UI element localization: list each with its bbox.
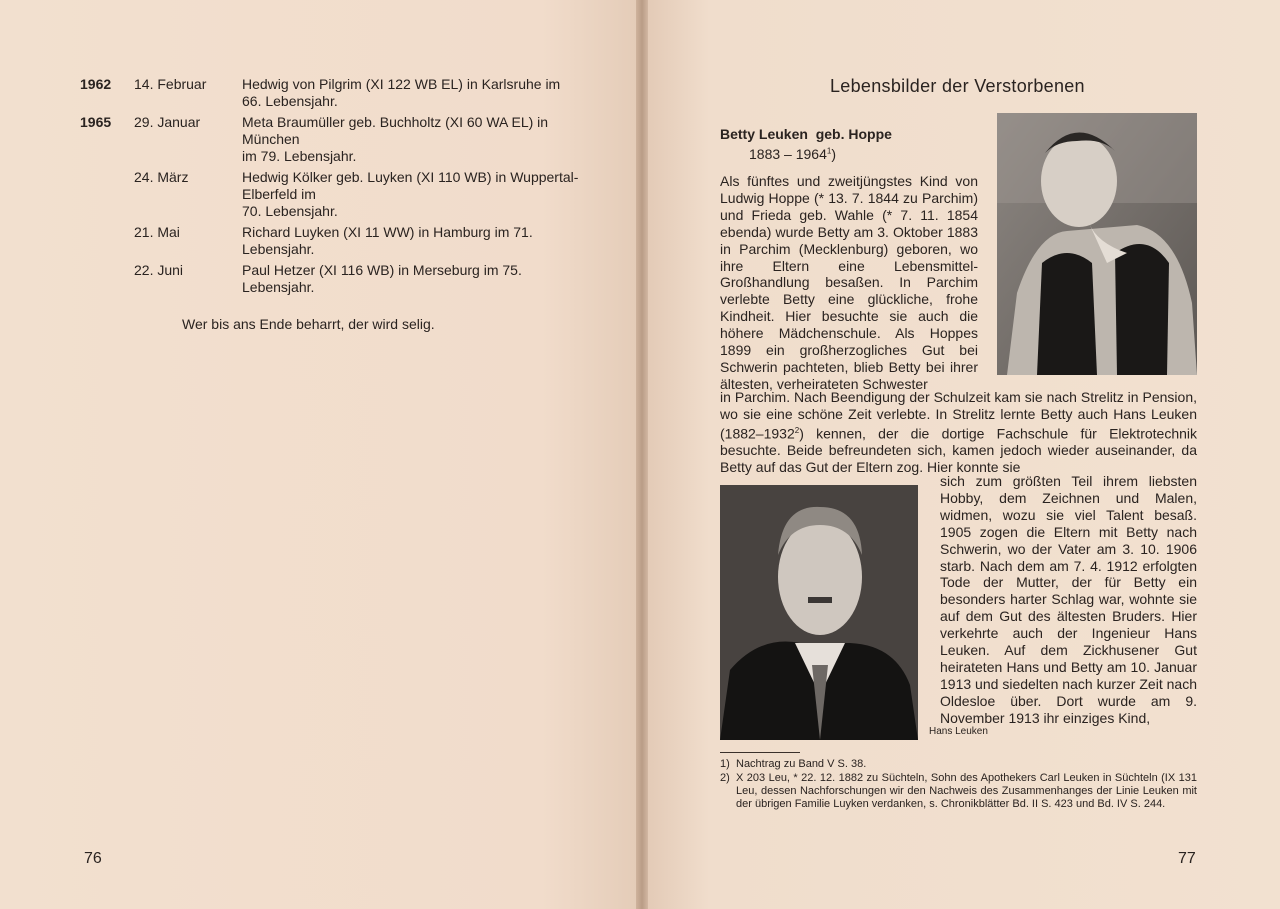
- biography-text-col1: Als fünftes und zweitjüngstes Kind von Ludwig Hoppe (* 13. 7. 1844 zu Parchim) und Frieda geb. Wahle (* 7. 11. 1854 ebenda) wurde Betty am 3. Oktober 1883 in Parchim (Mecklenburg) geboren, wo ihre Eltern eine Lebensmittel-Großhandlung besaßen. In Parchim verlebte Betty eine glückliche, frohe Kindheit. Hier besuchte sie auch die höhere Mädchenschule. Als Hoppes 1899 ein großherzogliches Gut bei Schwerin pachteten, blieb Betty bei ihrer ältesten, verheirateten Schwester: [720, 173, 978, 392]
- page-title: Lebensbilder der Verstorbenen: [830, 76, 1085, 96]
- footnote-mark: 2): [720, 772, 730, 784]
- entry-date: 24. März: [134, 169, 189, 185]
- biography-text-full: [720, 389, 1197, 476]
- page-number-right: 77: [1178, 850, 1196, 867]
- biography-text-full-b: ) kennen, der die dortige Fachschule für Elektrotechnik besuchte. Beide befreundeten sich, kamen jedoch wieder auseinander, da Betty auf das Gut der Eltern zog. Hier konnte sie: [720, 425, 1197, 476]
- entry-year: 1965: [80, 114, 112, 130]
- entry-text: Paul Hetzer (XI 116 WB) in Merseburg im 75. Lebensjahr.: [242, 262, 522, 295]
- footnote-item: [720, 772, 1197, 811]
- portrait-photo-betty: [997, 113, 1197, 375]
- footnote-mark: 1): [720, 758, 730, 770]
- footnote-divider: [720, 752, 800, 753]
- footnote-text: X 203 Leu, * 22. 12. 1882 zu Süchteln, Sohn des Apothekers Carl Leuken in Süchteln (IX 131 Leu, dessen Nachforschungen wir den Nachweis des Zusammenhanges der Linie Leuken mit der übrigen Familie Luyken verdanken, s. Chronikblätter Bd. II S. 423 und Bd. IV S. 244.: [736, 772, 1197, 810]
- entry-year: [80, 224, 134, 258]
- footnotes: [720, 758, 1197, 812]
- life-years-text: 1883 – 1964: [749, 146, 827, 162]
- death-dates-list: [80, 76, 580, 300]
- entry-text: Richard Luyken (XI 11 WW) in Hamburg im 71. Lebensjahr.: [242, 224, 533, 257]
- photo-caption: Hans Leuken: [929, 726, 988, 737]
- page-number-left: 76: [84, 850, 102, 867]
- person-name: Betty Leuken geb. Hoppe: [720, 126, 892, 142]
- biography-text-col2: sich zum größten Teil ihrem liebsten Hobby, dem Zeichnen und Malen, widmen, wozu sie viel Talent besaß. 1905 zogen die Eltern mit Betty nach Schwerin, wo der Vater am 3. 10. 1906 starb. Nach dem am 7. 4. 1912 erfolgten Tode der Mutter, der für Betty ein besonders harter Schlag war, wohnte sie auf dem Gut des ältesten Bruders. Hier verkehrte auch der Ingenieur Hans Leuken. Auf dem Zickhusener Gut heirateten Hans und Betty am 10. Januar 1913 und siedelten nach kurzer Zeit nach Oldesloe über. Dort wurde am 9. November 1913 ihr einziges Kind,: [940, 473, 1197, 726]
- entry-text: Hedwig von Pilgrim (XI 122 WB EL) in Karlsruhe im 66. Lebensjahr.: [242, 76, 561, 109]
- book-gutter: [636, 0, 648, 909]
- list-item: [80, 224, 580, 258]
- footnote-ref-2: 2: [794, 425, 800, 435]
- footnote-item: [720, 758, 1197, 771]
- life-years: 1883 – 1964$^1$): [749, 146, 836, 162]
- footnote-ref-1: 1: [826, 146, 832, 156]
- list-item: [80, 262, 580, 296]
- entry-text: Hedwig Kölker geb. Luyken (XI 110 WB) in Wuppertal-Elberfeld im 70. Lebensjahr.: [242, 169, 579, 219]
- entry-year: [80, 169, 134, 220]
- motto-quote: Wer bis ans Ende beharrt, der wird selig.: [182, 316, 435, 332]
- list-item: [80, 114, 580, 165]
- entry-text: Meta Braumüller geb. Buchholtz (XI 60 WA EL) in München im 79. Lebensjahr.: [242, 114, 549, 164]
- list-item: [80, 76, 580, 110]
- biography-text-full-a: in Parchim. Nach Beendigung der Schulzeit kam sie nach Strelitz in Pension, wo sie eine schöne Zeit verlebte. In Strelitz lernte Betty auch Hans Leuken (1882–1932: [720, 389, 1197, 442]
- entry-date: 29. Januar: [134, 114, 201, 130]
- portrait-photo-hans: [720, 485, 918, 740]
- entry-date: 14. Februar: [134, 76, 207, 92]
- entry-date: 21. Mai: [134, 224, 180, 240]
- list-item: [80, 169, 580, 220]
- footnote-text: Nachtrag zu Band V S. 38.: [736, 758, 867, 770]
- entry-year: [80, 262, 134, 296]
- entry-date: 22. Juni: [134, 262, 184, 278]
- entry-year: 1962: [80, 76, 112, 92]
